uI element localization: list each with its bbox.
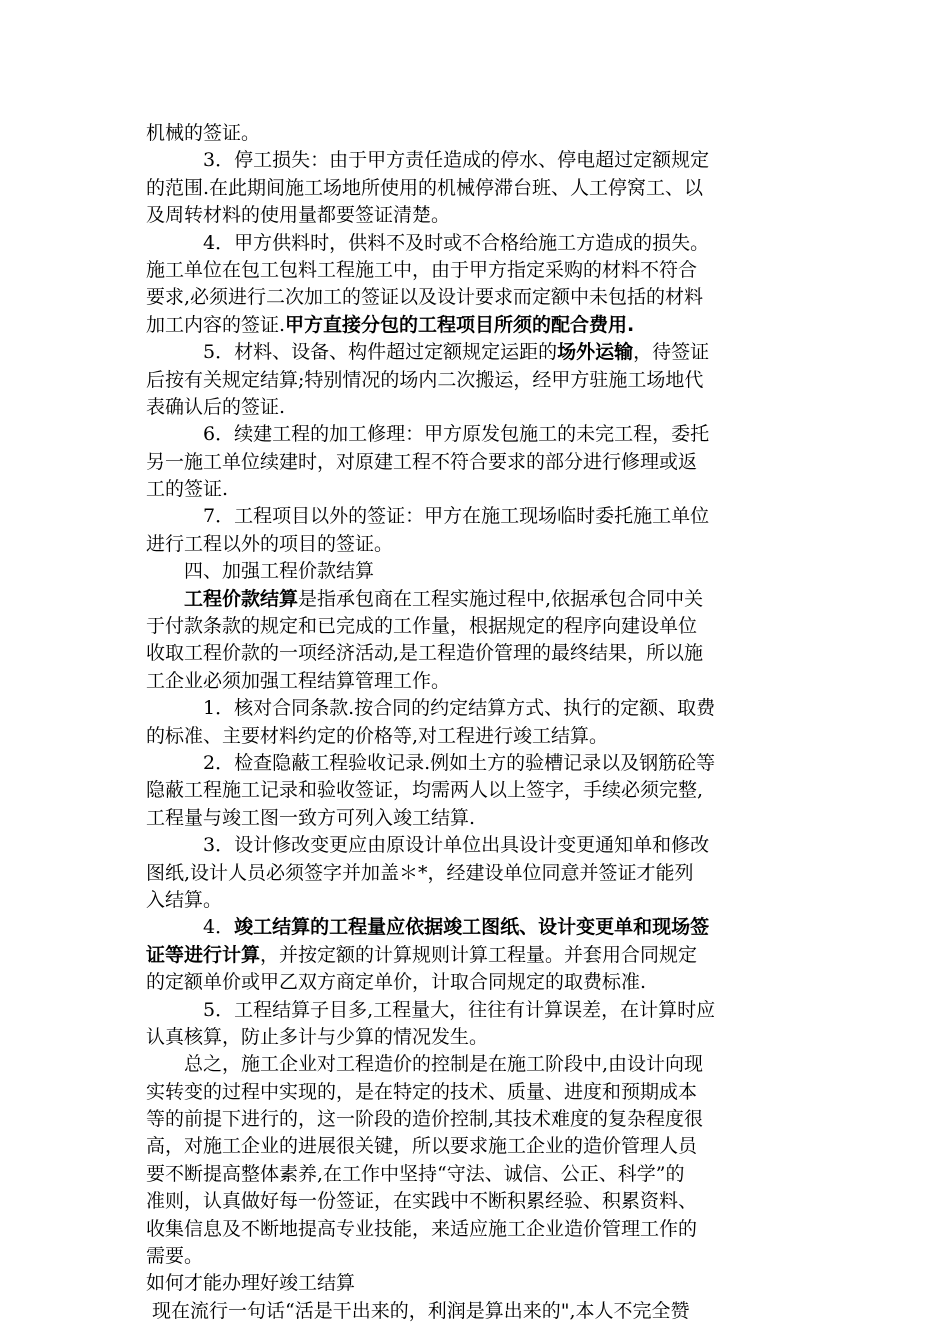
text-line <box>146 476 808 503</box>
bold-text-segment: 场外运输 <box>557 341 634 364</box>
text-line <box>146 805 808 832</box>
text-segment: 工程量与竣工图一致方可列入竣工结算. <box>146 806 476 829</box>
bold-text-segment: 甲方直接分包的工程项目所须的配合费用. <box>285 313 635 336</box>
text-line <box>146 312 808 339</box>
text-line <box>146 1298 808 1325</box>
text-segment: 要求,必须进行二次加工的签证以及设计要求而定额中未包括的材料 <box>146 286 704 309</box>
text-line <box>146 1270 808 1297</box>
bold-text-segment: 证等进行计算 <box>146 943 261 966</box>
text-segment: 加工内容的签证. <box>146 313 286 336</box>
text-segment: 于付款条款的规定和已完成的工作量，根据规定的程序向建设单位 <box>146 615 698 638</box>
text-segment: 图纸,设计人员必须签字并加盖＊*，经建设单位同意并签证才能列 <box>146 861 694 884</box>
text-segment: 等的前提下进行的，这一阶段的造价控制,其技术难度的复杂程度很 <box>146 1108 704 1131</box>
text-line <box>146 777 808 804</box>
text-segment: 的标准、主要材料约定的价格等,对工程进行竣工结算。 <box>146 724 609 747</box>
text-segment: 实转变的过程中实现的，是在特定的技术、质量、进度和预期成本 <box>146 1080 698 1103</box>
text-line <box>146 640 808 667</box>
text-segment: 3．停工损失：由于甲方责任造成的停水、停电超过定额规定 <box>146 149 710 172</box>
text-line <box>146 421 808 448</box>
text-line <box>146 1161 808 1188</box>
text-line <box>146 531 808 558</box>
text-segment: 4．甲方供料时，供料不及时或不合格给施工方造成的损失。 <box>146 231 710 254</box>
text-line <box>146 723 808 750</box>
text-line <box>146 860 808 887</box>
text-segment: 要不断提高整体素养,在工作中坚持“守法、诚信、公正、科学”的 <box>146 1162 685 1185</box>
text-segment: 进行工程以外的项目的签证。 <box>146 532 394 555</box>
text-segment: 认真核算，防止多计与少算的情况发生。 <box>146 1025 489 1048</box>
text-segment: 工企业必须加强工程结算管理工作。 <box>146 669 451 692</box>
text-segment: 高，对施工企业的进展很关键，所以要求施工企业的造价管理人员 <box>146 1135 698 1158</box>
text-segment: 1．核对合同条款.按合同的约定结算方式、执行的定额、取费 <box>146 697 716 720</box>
text-line <box>146 230 808 257</box>
text-segment: 4． <box>146 916 235 939</box>
text-line <box>146 914 808 941</box>
text-line <box>146 1106 808 1133</box>
text-line <box>146 1133 808 1160</box>
text-segment: 表确认后的签证. <box>146 395 286 418</box>
text-segment: 机械的签证。 <box>146 122 261 144</box>
text-segment: 后按有关规定结算;特别情况的场内二次搬运，经甲方驻施工场地代 <box>146 368 704 391</box>
text-segment: 及周转材料的使用量都要签证清楚。 <box>146 204 451 227</box>
text-segment: 6．续建工程的加工修理：甲方原发包施工的未完工程，委托 <box>146 423 710 446</box>
text-segment: 收集信息及不断地提高专业技能，来适应施工企业造价管理工作的 <box>146 1217 698 1240</box>
bold-text-segment: 竣工结算的工程量应依据竣工图纸、设计变更单和现场签 <box>234 916 710 939</box>
text-segment <box>146 588 184 610</box>
text-line <box>146 1024 808 1051</box>
text-segment: 需要。 <box>146 1245 204 1268</box>
bold-text-segment: 工程价款结算 <box>184 587 299 610</box>
text-line <box>146 1243 808 1270</box>
text-segment: 总之，施工企业对工程造价的控制是在施工阶段中,由设计向现 <box>146 1053 704 1076</box>
text-line <box>146 1051 808 1078</box>
text-segment: 5．材料、设备、构件超过定额规定运距的 <box>146 341 558 364</box>
text-line <box>146 202 808 229</box>
text-segment: 现在流行一句话“活是干出来的，利润是算出来的",本人不完全赞 <box>146 1299 690 1322</box>
text-line <box>146 887 808 914</box>
text-line <box>146 695 808 722</box>
text-segment: 的范围.在此期间施工场地所使用的机械停滞台班、人工停窝工、以 <box>146 176 704 199</box>
text-segment: 准则，认真做好每一份签证，在实践中不断积累经验、积累资料、 <box>146 1190 698 1213</box>
text-segment: 四、加强工程价款结算 <box>146 560 375 583</box>
text-segment: ，并按定额的计算规则计算工程量。并套用合同规定 <box>260 943 698 966</box>
text-segment: 的定额单价或甲乙双方商定单价，计取合同规定的取费标准. <box>146 971 647 994</box>
text-segment: 隐蔽工程施工记录和验收签证，均需两人以上签字，手续必须完整, <box>146 779 704 802</box>
text-line <box>146 750 808 777</box>
text-line <box>146 969 808 996</box>
text-segment: 3．设计修改变更应由原设计单位出具设计变更通知单和修改 <box>146 834 710 857</box>
text-line <box>146 586 808 613</box>
text-line <box>146 120 808 147</box>
text-line <box>146 284 808 311</box>
text-line <box>146 942 808 969</box>
text-line <box>146 339 808 366</box>
text-segment: 收取工程价款的一项经济活动,是工程造价管理的最终结果，所以施 <box>146 642 704 665</box>
text-segment: 5．工程结算子目多,工程量大，往往有计算误差，在计算时应 <box>146 998 716 1021</box>
text-line <box>146 449 808 476</box>
document-body <box>146 120 808 1325</box>
text-line <box>146 175 808 202</box>
text-line <box>146 367 808 394</box>
text-line <box>146 1188 808 1215</box>
text-segment: ，待签证 <box>633 341 710 364</box>
text-segment: 7．工程项目以外的签证：甲方在施工现场临时委托施工单位 <box>146 505 710 528</box>
text-line <box>146 613 808 640</box>
text-segment: 是指承包商在工程实施过程中,依据承包合同中关 <box>298 587 704 610</box>
text-line <box>146 558 808 585</box>
text-line <box>146 257 808 284</box>
text-line <box>146 503 808 530</box>
text-line <box>146 1216 808 1243</box>
text-segment: 如何才能办理好竣工结算 <box>146 1272 356 1295</box>
text-segment: 施工单位在包工包料工程施工中，由于甲方指定采购的材料不符合 <box>146 258 698 281</box>
text-line <box>146 668 808 695</box>
text-line <box>146 1079 808 1106</box>
text-segment: 另一施工单位续建时，对原建工程不符合要求的部分进行修理或返 <box>146 450 698 473</box>
text-segment: 入结算。 <box>146 888 223 911</box>
text-segment: 2．检查隐蔽工程验收记录.例如土方的验槽记录以及钢筋砼等 <box>146 751 716 774</box>
text-line <box>146 832 808 859</box>
text-line <box>146 997 808 1024</box>
text-line <box>146 147 808 174</box>
text-line <box>146 394 808 421</box>
text-segment: 工的签证. <box>146 478 229 501</box>
